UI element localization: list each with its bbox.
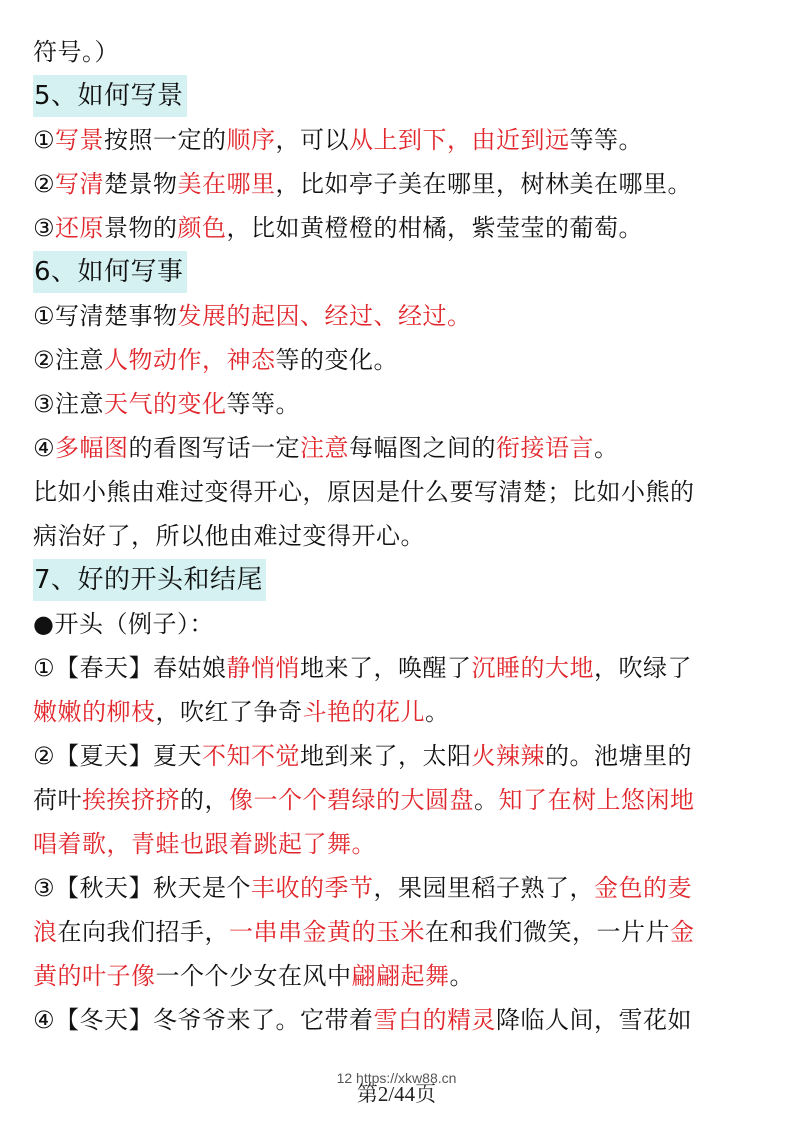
highlighted-text: 写清 [55,170,105,198]
body-text: ●开头（例子）： [33,610,214,638]
body-text: ，比如黄橙橙的柑橘，紫莹莹的葡萄。 [226,214,644,242]
body-text: 楚景物 [104,170,178,198]
body-text: 每幅图之间的 [349,434,497,462]
text-line [33,910,763,954]
body-text: 等等。 [226,390,301,418]
body-text: 在向我们招手， [57,918,229,946]
body-text: ，吹绿了 [594,654,693,682]
text-line [33,30,763,74]
body-text: ，比如亭子美在哪里，树林美在哪里。 [275,170,693,198]
highlighted-text: 写景 [55,126,105,154]
highlighted-text: 多幅图 [55,434,129,462]
body-text: ④ [33,434,56,462]
text-line [33,382,763,426]
highlighted-text: 沉睡的大地 [471,654,595,682]
highlighted-text: 唱着歌，青蛙也跟着跳起了舞。 [33,830,376,858]
highlighted-text: 天气的变化 [104,390,227,418]
body-text: 在和我们微笑，一片片 [425,918,670,946]
watermark-url: 12 https://xkw88.cn [336,1070,457,1086]
text-line [33,514,763,558]
body-text: 等的变化。 [275,346,399,374]
section-heading: 7、好的开头和结尾 [33,559,266,601]
body-text: ① [33,126,56,154]
body-text: 荷叶 [33,786,82,814]
body-text: 一个个少女在风中 [155,962,352,990]
text-line [33,426,763,470]
text-line [33,206,763,250]
highlighted-text: 顺序 [226,126,276,154]
body-text: ③【秋天】秋天是个 [33,874,252,902]
body-text: ，吹红了争奇 [155,698,303,726]
text-line [33,778,763,822]
text-line [33,162,763,206]
highlighted-text: 黄的叶子像 [33,962,156,990]
body-text: ②【夏天】夏天 [33,742,203,770]
highlighted-text: 嫩嫩的柳枝 [33,698,156,726]
body-text: 的。池塘里的 [545,742,693,770]
page-number: 第2/44页 [356,1082,437,1106]
body-text: 。 [449,962,474,990]
body-text: 地到来了，太阳 [300,742,472,770]
text-line [33,734,763,778]
text-line [33,338,763,382]
body-text: ，果园里稻子熟了， [373,874,595,902]
highlighted-text: 不知不觉 [202,742,301,770]
text-line [33,602,763,646]
body-text: ③ [33,214,56,242]
body-text: 地来了，唤醒了 [300,654,472,682]
section-heading-row [33,250,763,294]
body-text: 降临人间，雪花如 [496,1006,693,1034]
highlighted-text: 雪白的精灵 [373,1006,497,1034]
highlighted-text: 火辣辣 [471,742,546,770]
text-line [33,470,763,514]
body-text: ①写清楚事物 [33,302,178,330]
highlighted-text: 人物动作，神态 [104,346,276,374]
body-text: 的， [180,786,229,814]
highlighted-text: 丰收的季节 [251,874,374,902]
highlighted-text: 翩翩起舞 [351,962,450,990]
highlighted-text: 一串串金黄的玉米 [229,918,425,946]
body-text: ①【春天】春姑娘 [33,654,227,682]
body-text: ，可以 [275,126,350,154]
text-line [33,822,763,866]
text-line [33,646,763,690]
text-line [33,690,763,734]
body-text: ④【冬天】冬爷爷来了。它带着 [33,1006,374,1034]
highlighted-text: 知了在树上悠闲地 [498,786,695,814]
highlighted-text: 斗艳的花儿 [302,698,425,726]
highlighted-text: 金 [670,918,695,946]
body-text: 景物的 [104,214,178,242]
text-line [33,118,763,162]
text-line [33,954,763,998]
body-text: 病治好了，所以他由难过变得开心。 [33,522,425,550]
highlighted-text: 发展的起因、经过、经过。 [177,302,472,330]
highlighted-text: 衔接语言 [496,434,595,462]
text-line [33,998,763,1042]
body-text: 等等。 [569,126,644,154]
highlighted-text: 注意 [300,434,350,462]
text-line [33,866,763,910]
highlighted-text: 金色的麦 [594,874,693,902]
section-heading: 6、如何写事 [33,251,187,293]
highlighted-text: 浪 [33,918,58,946]
section-heading: 5、如何写景 [33,75,187,117]
highlighted-text: 从上到下，由近到远 [349,126,570,154]
highlighted-text: 挨挨挤挤 [82,786,180,814]
body-text: 。 [425,698,450,726]
highlighted-text: 还原 [55,214,105,242]
highlighted-text: 静悄悄 [226,654,301,682]
highlighted-text: 像一个个碧绿的大圆盘 [229,786,474,814]
body-text: ③注意 [33,390,105,418]
document-body [33,30,763,1042]
body-text: 比如小熊由难过变得开心，原因是什么要写清楚；比如小熊的 [33,478,695,506]
section-heading-row [33,558,763,602]
body-text: ②注意 [33,346,105,374]
body-text: ② [33,170,56,198]
section-heading-row [33,74,763,118]
body-text: 符号。） [33,38,119,66]
text-line [33,294,763,338]
body-text: 的看图写话一定 [128,434,301,462]
highlighted-text: 美在哪里 [177,170,276,198]
body-text: 按照一定的 [104,126,227,154]
body-text: 。 [594,434,619,462]
highlighted-text: 颜色 [177,214,227,242]
body-text: 。 [474,786,499,814]
